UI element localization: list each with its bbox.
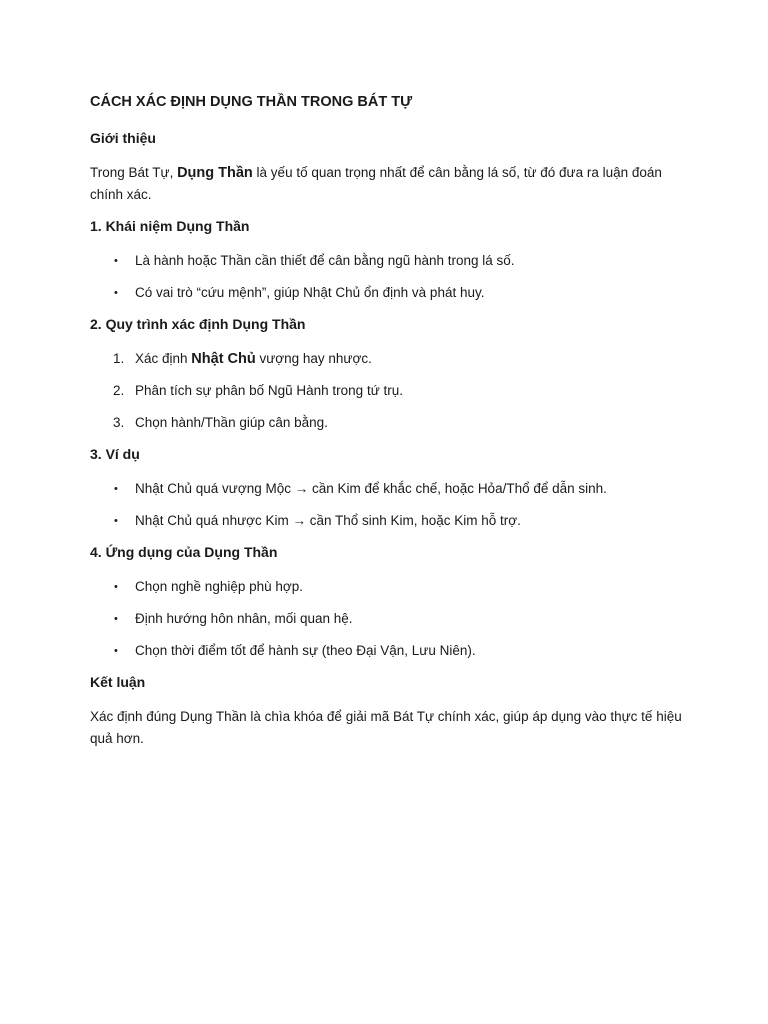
list-item-text: Có vai trò “cứu mệnh”, giúp Nhật Chủ ổn định và phát huy. xyxy=(135,285,485,300)
list-item xyxy=(90,250,690,272)
section1-list xyxy=(90,250,690,304)
conclusion-paragraph: Xác định đúng Dụng Thần là chìa khóa để giải mã Bát Tự chính xác, giúp áp dụng vào thực tế hiệu quả hơn. xyxy=(90,709,682,746)
section3-heading: 3. Ví dụ xyxy=(90,446,140,462)
list-number: 2. xyxy=(113,383,125,398)
bullet-icon: • xyxy=(114,645,118,657)
list-item xyxy=(90,510,690,532)
list-item-text: Nhật Chủ quá vượng Mộc → cần Kim để khắc chế, hoặc Hỏa/Thổ để dẫn sinh. xyxy=(135,481,607,496)
step-emphasis: Nhật Chủ xyxy=(191,351,256,367)
intro-text-before: Trong Bát Tự, xyxy=(90,165,178,180)
section2-heading: 2. Quy trình xác định Dụng Thần xyxy=(90,316,306,332)
document-page xyxy=(90,92,690,760)
section2-list xyxy=(90,348,690,434)
bullet-icon: • xyxy=(114,613,118,625)
step-text-before: Xác định xyxy=(135,351,192,366)
list-item-text: Định hướng hôn nhân, mối quan hệ. xyxy=(135,611,353,626)
list-item xyxy=(90,576,690,598)
step-text-after: vượng hay nhược. xyxy=(255,351,372,366)
list-item-text: Là hành hoặc Thần cần thiết để cân bằng ngũ hành trong lá số. xyxy=(135,253,515,268)
list-item-text: Nhật Chủ quá nhược Kim → cần Thổ sinh Kim, hoặc Kim hỗ trợ. xyxy=(135,513,521,528)
list-item xyxy=(90,380,690,402)
section4-heading: 4. Ứng dụng của Dụng Thần xyxy=(90,544,278,560)
intro-paragraph xyxy=(90,162,690,206)
list-item-text: Chọn thời điểm tốt để hành sự (theo Đại Vận, Lưu Niên). xyxy=(135,643,476,658)
step-text-before: Chọn hành/Thần giúp cân bằng. xyxy=(135,415,328,430)
conclusion-heading: Kết luận xyxy=(90,674,146,690)
section4-list xyxy=(90,576,690,662)
list-item-text: Chọn nghề nghiệp phù hợp. xyxy=(135,579,303,594)
intro-heading: Giới thiệu xyxy=(90,130,156,146)
list-item xyxy=(90,640,690,662)
list-item xyxy=(90,348,690,370)
intro-text-after: là yếu tố quan trọng nhất để cân bằng lá số, từ đó đưa ra luận đoán chính xác. xyxy=(90,165,662,202)
bullet-icon: • xyxy=(114,483,118,495)
list-item xyxy=(90,608,690,630)
intro-emphasis: Dụng Thần xyxy=(177,165,253,181)
bullet-icon: • xyxy=(114,287,118,299)
section1-heading: 1. Khái niệm Dụng Thần xyxy=(90,218,250,234)
step-text-before: Phân tích sự phân bố Ngũ Hành trong tứ trụ. xyxy=(135,383,403,398)
list-item xyxy=(90,282,690,304)
document-title: CÁCH XÁC ĐỊNH DỤNG THẦN TRONG BÁT TỰ xyxy=(90,94,413,110)
bullet-icon: • xyxy=(114,581,118,593)
list-item xyxy=(90,412,690,434)
section3-list xyxy=(90,478,690,532)
bullet-icon: • xyxy=(114,515,118,527)
bullet-icon: • xyxy=(114,255,118,267)
list-item xyxy=(90,478,690,500)
list-number: 1. xyxy=(113,351,125,366)
list-number: 3. xyxy=(113,415,125,430)
